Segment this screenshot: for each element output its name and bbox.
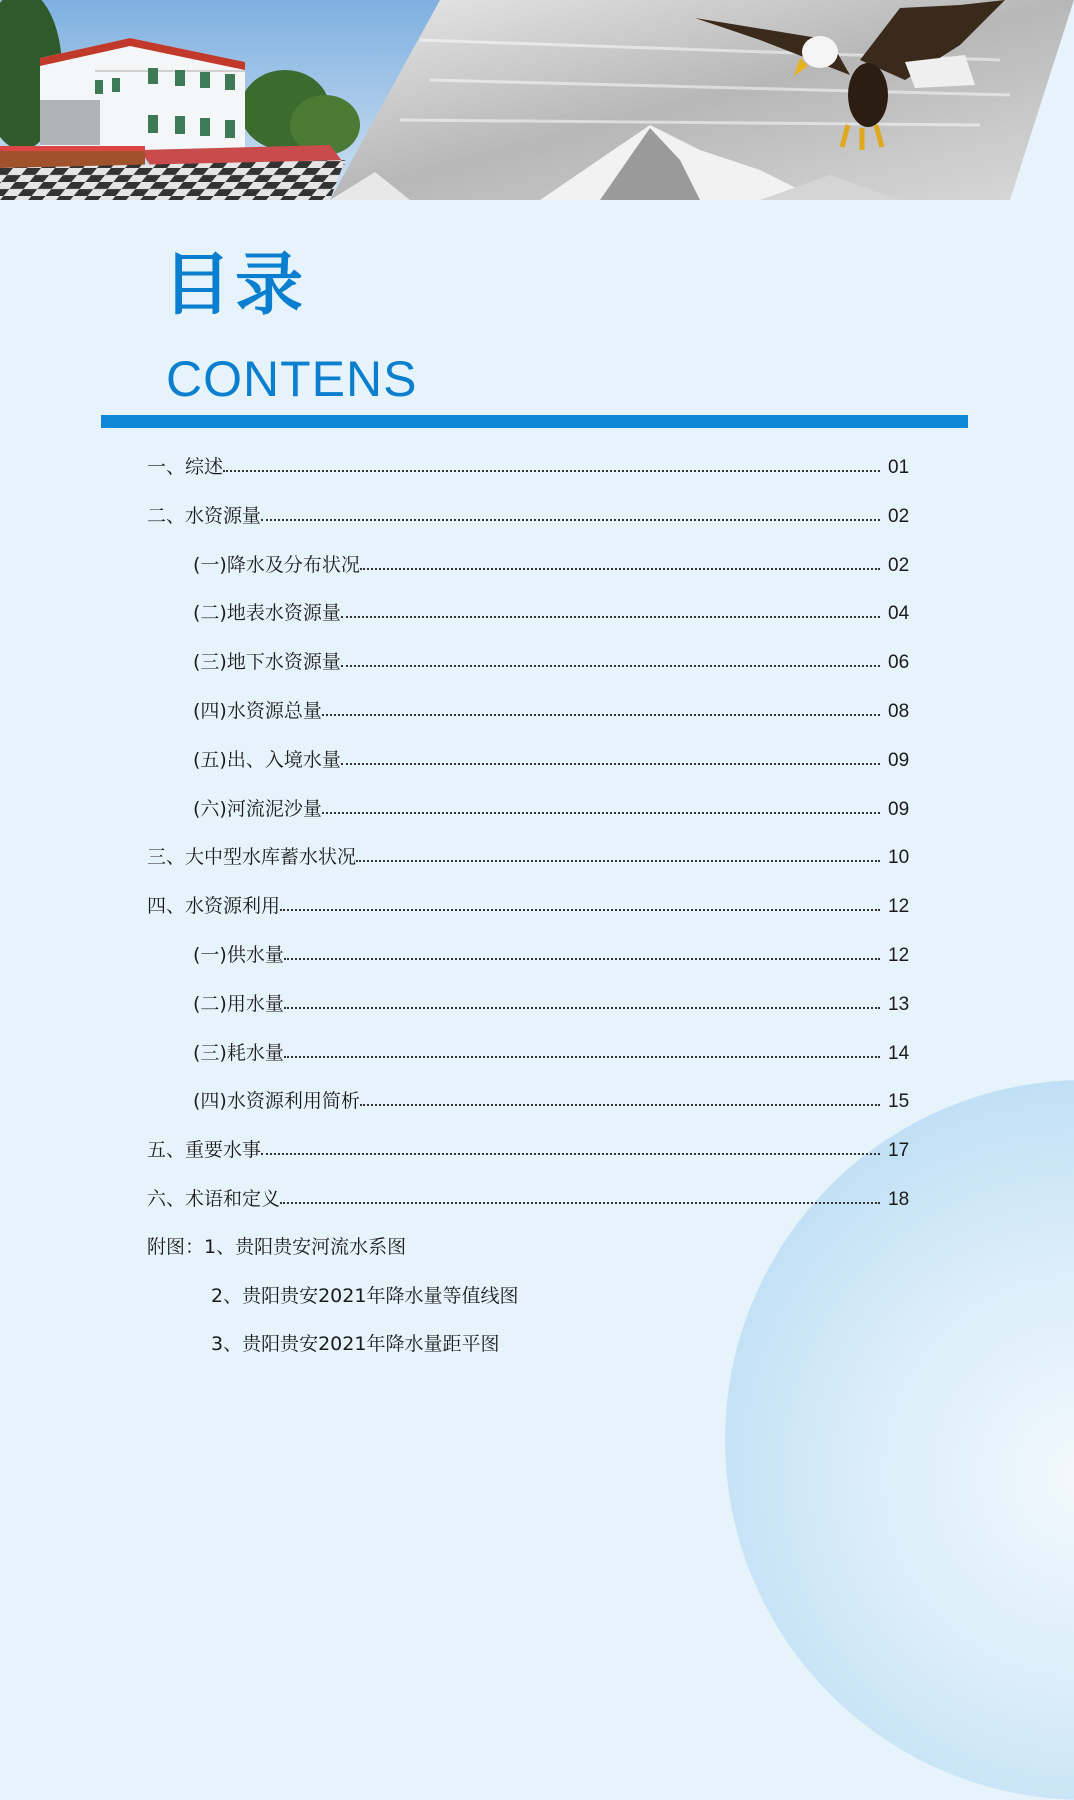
toc-entry-page: 09 <box>888 798 910 820</box>
toc-entry[interactable] <box>193 1077 920 1126</box>
toc-entry[interactable] <box>147 443 920 492</box>
toc-leader-dots <box>280 882 880 931</box>
toc-entry-label: 二、水资源量 <box>147 504 262 527</box>
appendix-item[interactable]: 附图：1、贵阳贵安河流水系图 <box>147 1236 407 1258</box>
toc-entry-page: 10 <box>888 847 910 869</box>
toc-leader-dots <box>341 736 880 785</box>
toc-entry-label: (二)用水量 <box>193 992 284 1015</box>
toc-entry-page: 18 <box>888 1189 910 1210</box>
toc-entry[interactable] <box>193 736 920 785</box>
toc-entry-label: (一)降水及分布状况 <box>193 553 360 576</box>
toc-entry-page: 06 <box>888 652 910 674</box>
toc-entry-label: 六、术语和定义 <box>147 1188 281 1210</box>
toc-entry-page: 13 <box>888 993 910 1015</box>
toc-entry-page: 01 <box>888 457 910 478</box>
toc-leader-dots <box>280 1175 880 1224</box>
banner-illustration <box>0 0 1074 200</box>
toc-entry-label: (四)水资源利用简析 <box>193 1090 360 1113</box>
toc-entry-page: 04 <box>888 603 910 625</box>
toc-entry[interactable] <box>193 638 920 687</box>
toc-entry-label: (二)地表水资源量 <box>193 602 341 625</box>
toc-entry[interactable] <box>193 541 920 590</box>
toc-entry-page: 02 <box>888 505 910 527</box>
toc-leader-dots <box>356 833 880 882</box>
toc-entry-label: (四)水资源总量 <box>193 700 322 722</box>
toc-leader-dots <box>360 541 880 590</box>
toc-leader-dots <box>322 785 880 834</box>
appendix-item[interactable]: 3、贵阳贵安2021年降水量距平图 <box>211 1333 500 1355</box>
toc-entry[interactable] <box>147 1126 920 1175</box>
toc-entry[interactable] <box>147 492 920 541</box>
toc-leader-dots <box>341 638 880 687</box>
toc-leader-dots <box>284 931 880 980</box>
toc-leader-dots <box>223 443 880 492</box>
toc-entry-page: 15 <box>888 1091 910 1113</box>
toc-entry[interactable] <box>147 882 920 931</box>
toc-entry[interactable] <box>193 1029 920 1078</box>
toc-entry-label: (五)出、入境水量 <box>193 748 341 771</box>
toc-leader-dots <box>261 492 880 541</box>
toc-entry-label: 一、综述 <box>147 456 224 478</box>
page-subtitle: CONTENS <box>166 351 418 407</box>
toc-leader-dots <box>360 1077 880 1126</box>
title-divider <box>101 415 968 428</box>
header-banner <box>0 0 1074 200</box>
toc-leader-dots <box>341 589 880 638</box>
toc-entry[interactable] <box>147 833 920 882</box>
toc-entry[interactable] <box>147 1175 920 1224</box>
toc-leader-dots <box>284 1029 880 1078</box>
toc-entry-label: 五、重要水事 <box>147 1139 262 1162</box>
toc-entry-label: 三、大中型水库蓄水状况 <box>147 846 357 869</box>
toc-entry[interactable] <box>193 687 920 736</box>
toc-entry-page: 12 <box>888 896 910 918</box>
toc-entry-page: 02 <box>888 554 910 576</box>
toc-entry-page: 09 <box>888 749 910 771</box>
toc-entry-label: (三)耗水量 <box>193 1041 284 1064</box>
toc-leader-dots <box>284 980 880 1029</box>
toc-entry-label: (六)河流泥沙量 <box>193 797 322 820</box>
toc-entry-label: 四、水资源利用 <box>147 895 281 918</box>
toc-entry[interactable] <box>193 785 920 834</box>
toc-entry-label: (一)供水量 <box>193 944 284 966</box>
toc-entry-page: 08 <box>888 701 910 722</box>
toc-leader-dots <box>261 1126 880 1175</box>
toc-entry-label: (三)地下水资源量 <box>193 651 341 674</box>
toc-entry-page: 17 <box>888 1140 910 1162</box>
page-title: 目录 <box>163 246 308 325</box>
toc-leader-dots <box>322 687 880 736</box>
toc-entry-page: 14 <box>888 1042 910 1064</box>
toc-entry[interactable] <box>193 931 920 980</box>
toc-entry[interactable] <box>193 980 920 1029</box>
toc-entry-page: 12 <box>888 945 910 966</box>
toc-entry[interactable] <box>193 589 920 638</box>
appendix-item[interactable]: 2、贵阳贵安2021年降水量等值线图 <box>211 1285 519 1307</box>
